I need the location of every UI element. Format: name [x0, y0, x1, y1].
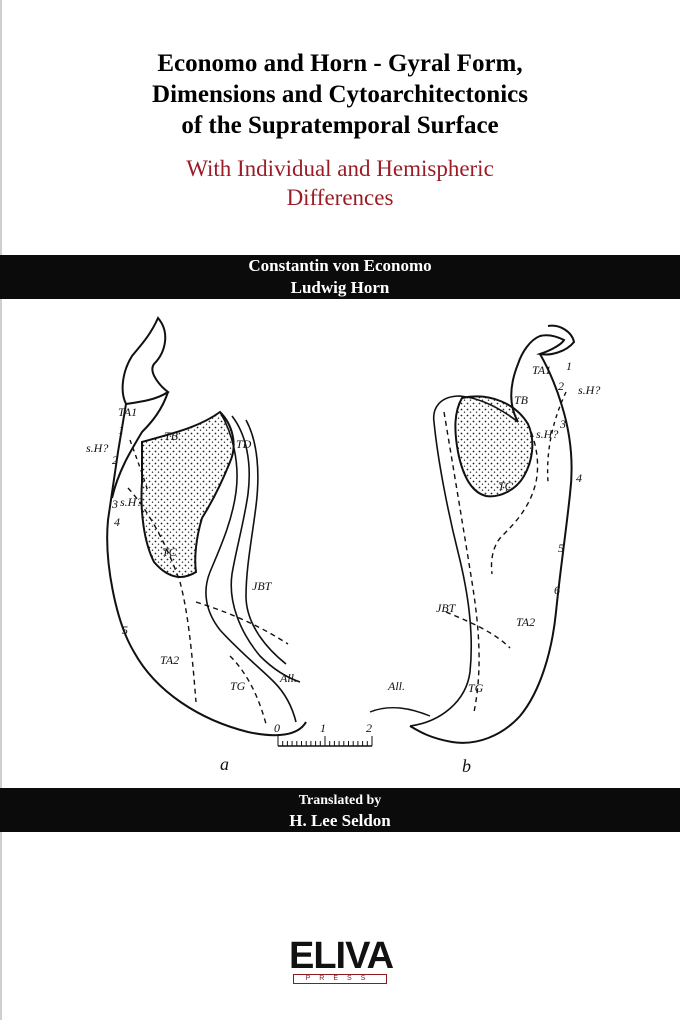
- right-label-tc: TC: [498, 479, 513, 493]
- left-label-sh-lower: s.H?: [120, 495, 143, 509]
- left-label-num-5: 5: [122, 623, 128, 637]
- author-2: Ludwig Horn: [290, 278, 390, 297]
- right-label-num-1: 1: [566, 359, 572, 373]
- panel-label-a: a: [220, 754, 229, 774]
- left-label-ta2: TA2: [160, 653, 180, 667]
- right-label-num-3: 3: [560, 417, 566, 431]
- translated-by-label: Translated by: [298, 793, 382, 808]
- right-label-num-2: 2: [558, 379, 564, 393]
- left-label-all: All.: [280, 671, 297, 685]
- left-label-num-4: 4: [114, 515, 120, 529]
- subtitle-line-2: Differences: [286, 185, 394, 210]
- right-label-ta1: TA1: [532, 363, 552, 377]
- scale-label-2: 2: [366, 721, 372, 735]
- author-1: Constantin von Economo: [248, 256, 432, 275]
- translator-band: [0, 788, 680, 832]
- translator-name: H. Lee Seldon: [289, 811, 391, 830]
- right-label-num-5: 5: [558, 541, 564, 555]
- book-title: [20, 48, 660, 141]
- publisher-logo-wordmark: ELIVA: [289, 935, 394, 977]
- left-label-tb: TB: [164, 429, 179, 443]
- right-label-tb: TB: [514, 393, 529, 407]
- right-label-num-6: 6: [554, 583, 560, 597]
- publisher-logo: [289, 935, 394, 985]
- title-line-1: Economo and Horn - Gyral Form,: [157, 50, 523, 77]
- scale-label-1: 1: [320, 721, 326, 735]
- brain-supratemporal-figure: [70, 312, 610, 780]
- left-label-num-1: 1: [118, 423, 124, 437]
- left-label-tc: TC: [162, 545, 177, 559]
- panel-label-b: b: [462, 756, 471, 776]
- right-label-tg: TG: [468, 681, 484, 695]
- left-hemisphere-drawing: [107, 318, 306, 735]
- right-label-sh-upper: s.H?: [578, 383, 601, 397]
- left-label-jbt: JBT: [252, 579, 272, 593]
- right-label-ta2: TA2: [516, 615, 536, 629]
- cover-left-edge: [0, 0, 2, 1020]
- left-label-num-3: 3: [112, 497, 118, 511]
- publisher-logo-subtext: PRESS: [293, 974, 387, 984]
- right-label-sh-lower: s.H?: [536, 427, 559, 441]
- left-label-num-2: 2: [112, 453, 118, 467]
- book-subtitle: [60, 154, 620, 212]
- title-line-2: Dimensions and Cytoarchitectonics: [152, 81, 528, 108]
- right-label-num-4: 4: [576, 471, 582, 485]
- left-label-ta1: TA1: [118, 405, 138, 419]
- right-label-jbt: JBT: [436, 601, 456, 615]
- left-label-sh-upper: s.H?: [86, 441, 109, 455]
- left-label-tg: TG: [230, 679, 246, 693]
- right-label-all: All.: [388, 679, 405, 693]
- subtitle-line-1: With Individual and Hemispheric: [186, 156, 494, 181]
- authors-band: [0, 255, 680, 299]
- scale-label-0: 0: [274, 721, 280, 735]
- left-label-td: TD: [236, 437, 252, 451]
- title-line-3: of the Supratemporal Surface: [181, 112, 499, 139]
